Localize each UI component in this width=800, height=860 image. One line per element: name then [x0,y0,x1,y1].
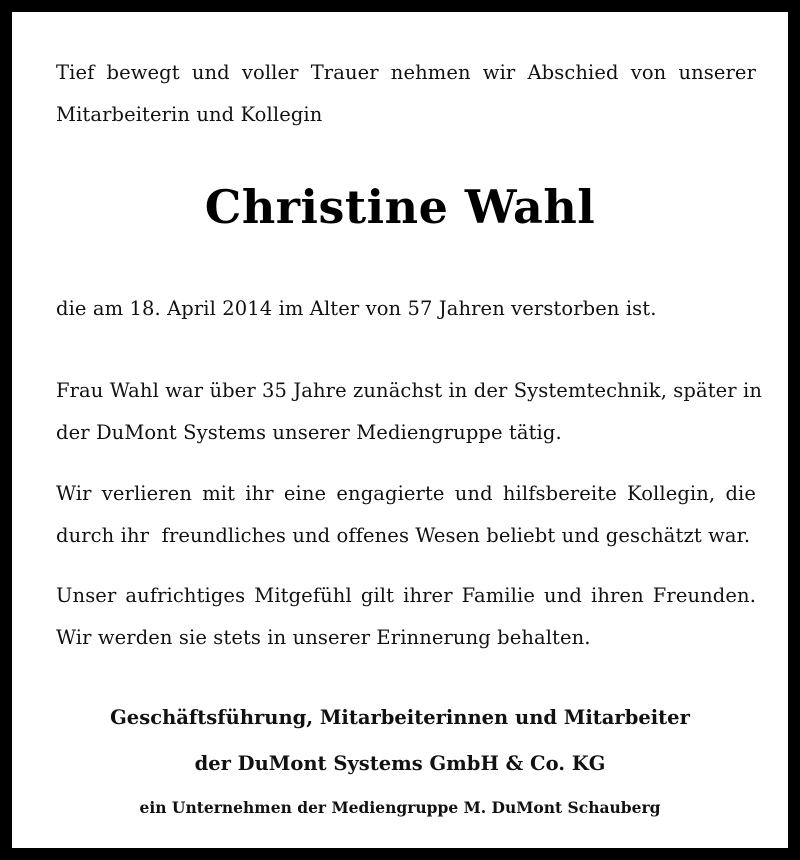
death-notice [56,288,756,330]
intro-line-2: Mitarbeiterin und Kollegin [56,103,323,126]
tribute-line-1: Wir verlieren mit ihr eine engagierte und hilfsbereite Kollegin, die [56,482,756,505]
deceased-name: Christine Wahl [204,180,596,234]
condolence-line-1: Unser aufrichtiges Mitgefühl gilt ihrer Familie und ihren Freunden. [56,584,756,607]
signature-line-2: der DuMont Systems GmbH & Co. KG [194,752,606,775]
intro-line-1: Tief bewegt und voller Trauer nehmen wir Abschied von unserer [56,61,756,84]
condolence-paragraph [56,575,756,659]
career-line-2: der DuMont Systems unserer Mediengruppe tätig. [56,421,562,444]
signature-line-1: Geschäftsführung, Mitarbeiterinnen und Mitarbeiter [110,706,690,729]
intro-text [56,52,756,136]
condolence-line-2: Wir werden sie stets in unserer Erinnerung behalten. [56,626,591,649]
tribute-paragraph [56,473,756,557]
career-line-1: Frau Wahl war über 35 Jahre zunächst in der Systemtechnik, später in [56,379,763,402]
career-paragraph [56,370,763,454]
signature-line-3: ein Unternehmen der Mediengruppe M. DuMont Schauberg [139,798,661,817]
death-notice-line: die am 18. April 2014 im Alter von 57 Jahren verstorben ist. [56,297,657,320]
tribute-line-2: durch ihr freundliches und offenes Wesen beliebt und geschätzt war. [56,524,751,547]
